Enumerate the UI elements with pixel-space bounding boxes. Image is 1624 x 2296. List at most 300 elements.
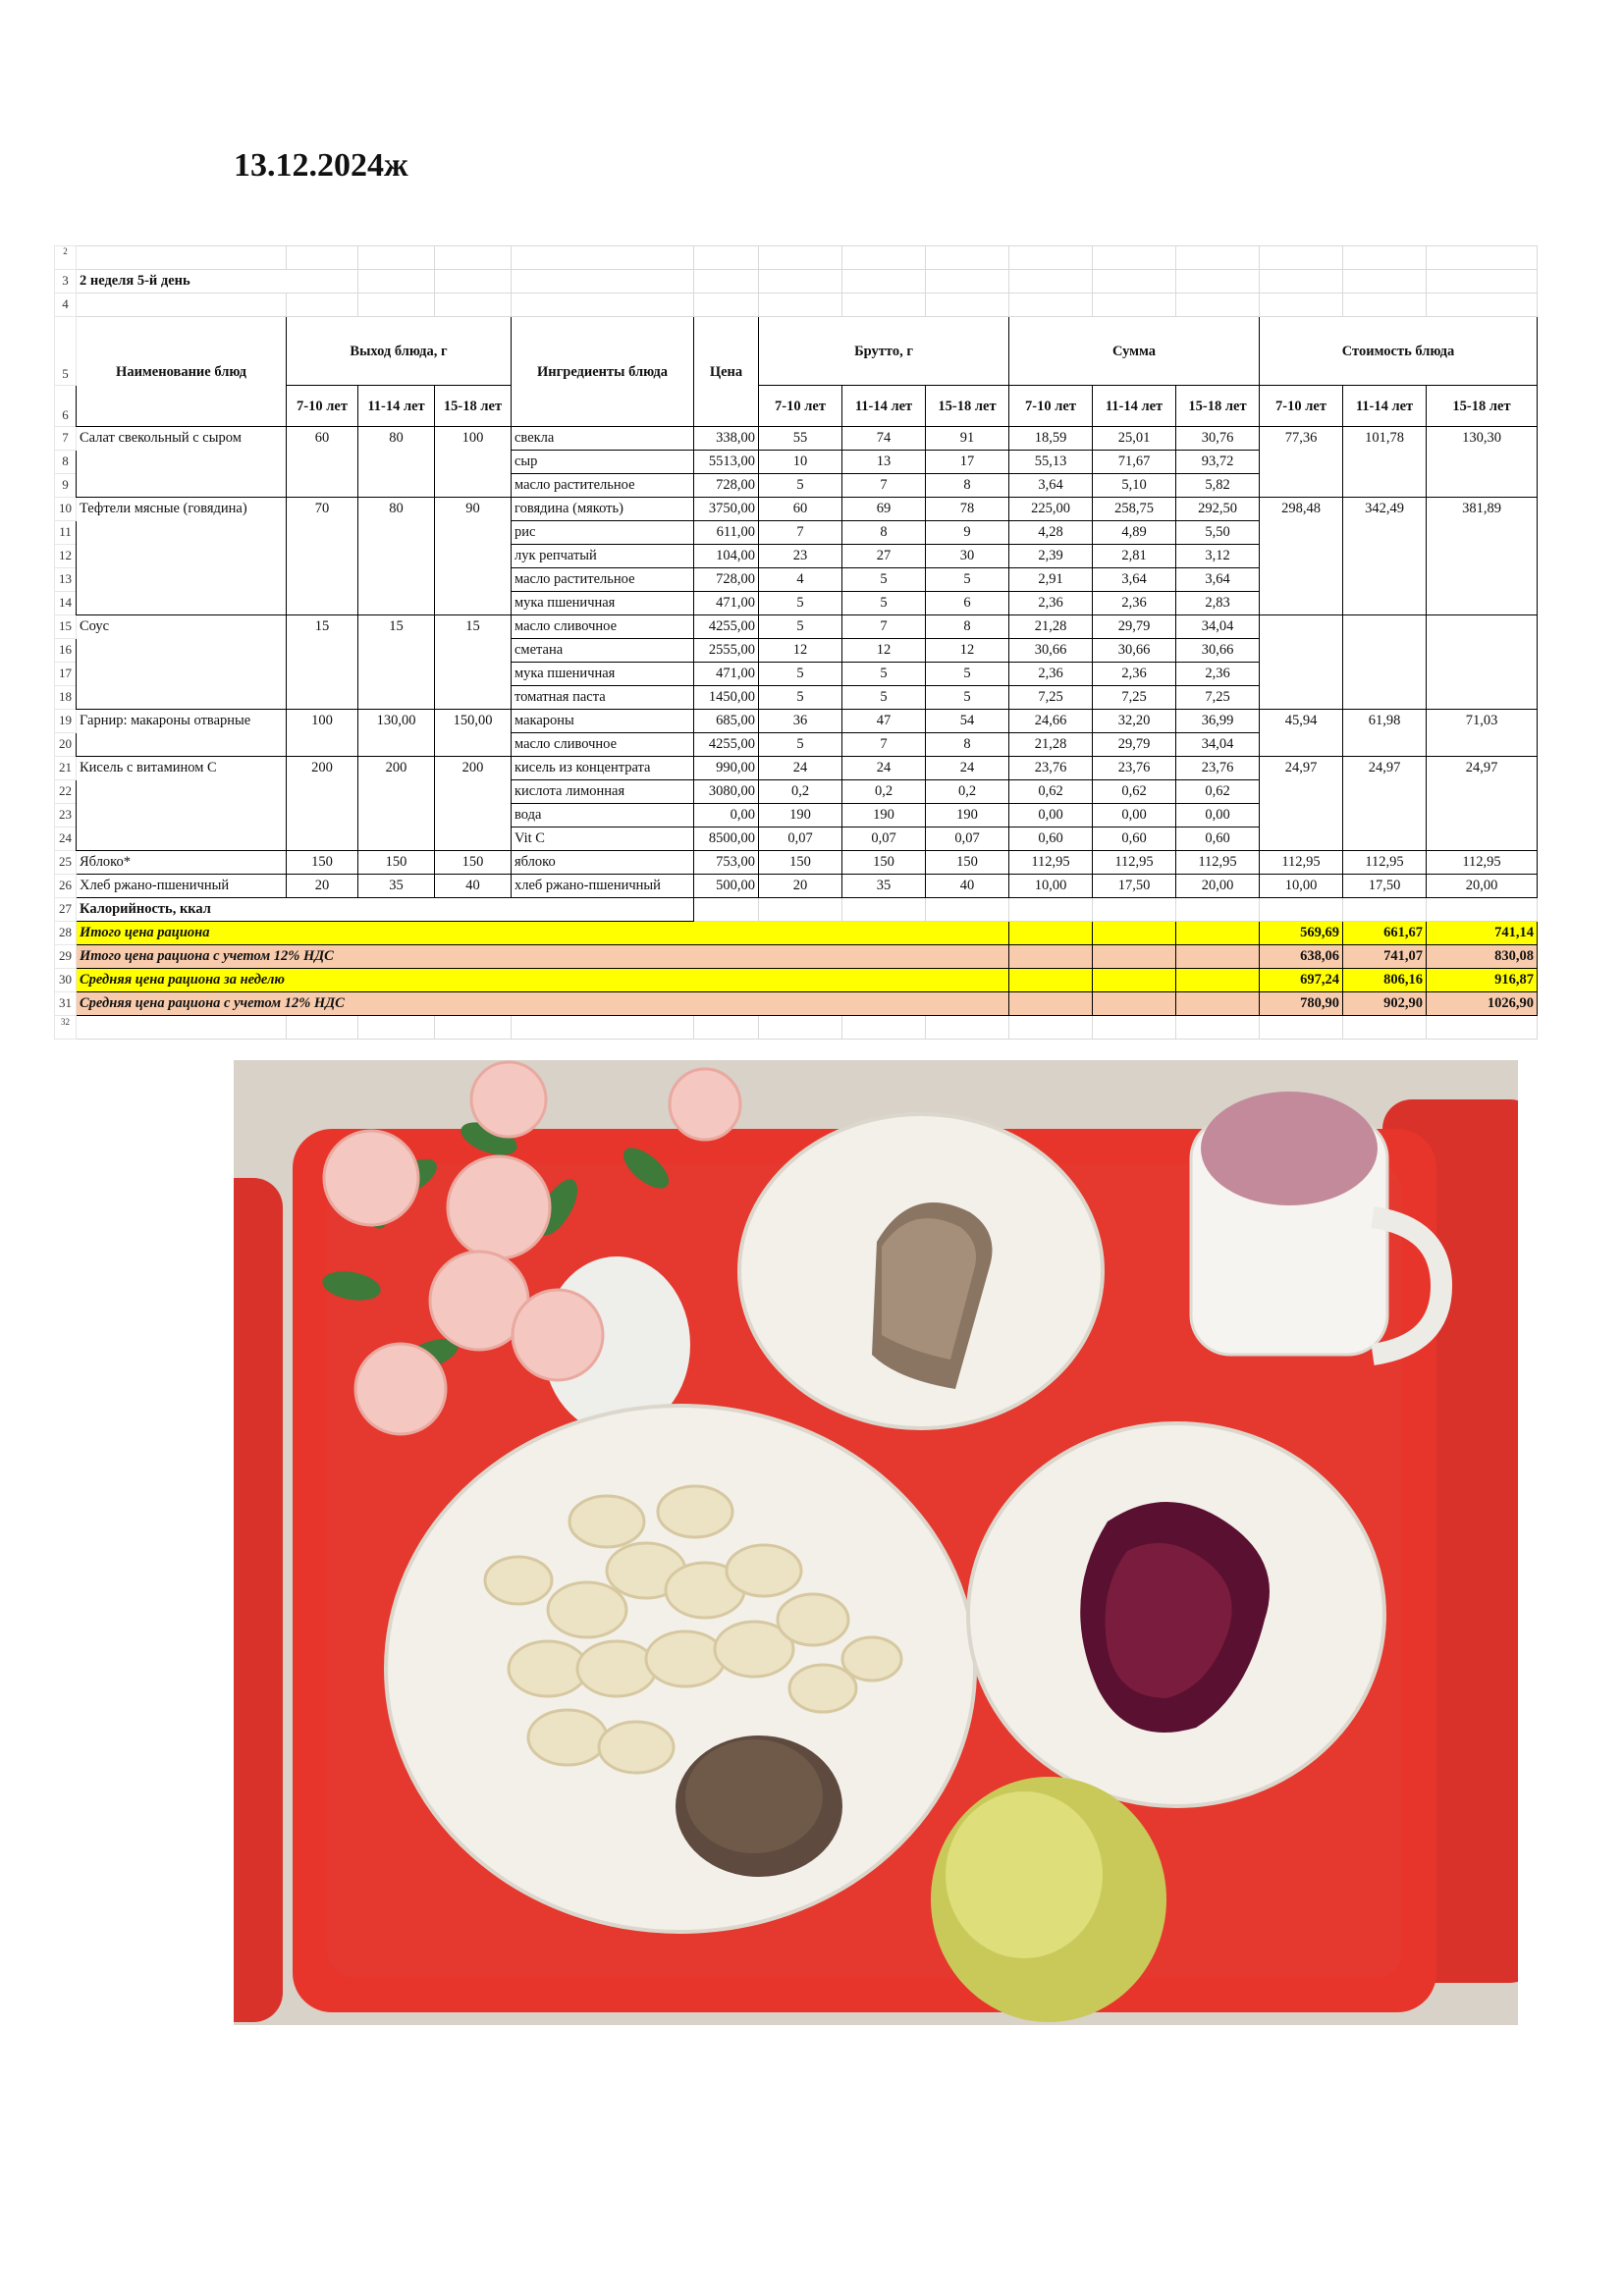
ingredient-price: 471,00 (694, 663, 759, 686)
dish-yield: 70 (287, 498, 358, 615)
empty-cell (287, 1016, 358, 1040)
sheet-row (55, 270, 1538, 294)
ingredient-name: мука пшеничная (512, 592, 694, 615)
row-number: 16 (55, 639, 77, 663)
empty-cell (1093, 945, 1176, 969)
ingredient-gross: 12 (759, 639, 842, 663)
dish-cost: 101,78 (1343, 427, 1427, 498)
ingredient-sum: 29,79 (1093, 733, 1176, 757)
ingredient-gross: 5 (926, 663, 1009, 686)
row-number: 28 (55, 922, 77, 945)
empty-cell (1176, 969, 1260, 992)
empty-cell (926, 898, 1009, 922)
total-value: 830,08 (1427, 945, 1538, 969)
ingredient-gross: 5 (759, 592, 842, 615)
empty-cell (77, 294, 287, 317)
total-value: 806,16 (1343, 969, 1427, 992)
dish-cost: 130,30 (1427, 427, 1538, 498)
empty-cell (1176, 922, 1260, 945)
empty-cell (1260, 246, 1343, 270)
row-number: 11 (55, 521, 77, 545)
dish-yield: 100 (287, 710, 358, 757)
dish-name: Яблоко* (77, 851, 287, 875)
empty-cell (1343, 898, 1427, 922)
empty-cell (1093, 898, 1176, 922)
ingredient-price: 728,00 (694, 568, 759, 592)
ingredient-sum: 71,67 (1093, 451, 1176, 474)
ingredient-gross: 5 (842, 568, 926, 592)
ingredient-gross: 36 (759, 710, 842, 733)
row-number: 18 (55, 686, 77, 710)
dish-cost: 112,95 (1427, 851, 1538, 875)
empty-cell (1093, 922, 1176, 945)
ingredient-sum: 17,50 (1093, 875, 1176, 898)
dish-name: Хлеб ржано-пшеничный (77, 875, 287, 898)
ingredient-gross: 5 (842, 686, 926, 710)
ingredient-sum: 112,95 (1009, 851, 1093, 875)
dish-yield: 80 (358, 498, 435, 615)
header-age-group: 7-10 лет (1260, 386, 1343, 427)
header-gross: Брутто, г (759, 317, 1009, 386)
dish-ingredient-row (55, 875, 1538, 898)
ingredient-sum: 18,59 (1009, 427, 1093, 451)
ingredient-gross: 5 (926, 568, 1009, 592)
empty-cell (512, 270, 694, 294)
ingredient-gross: 35 (842, 875, 926, 898)
empty-cell (1009, 246, 1093, 270)
ingredient-name: масло растительное (512, 474, 694, 498)
dish-cost (1427, 615, 1538, 710)
empty-cell (842, 270, 926, 294)
ingredient-gross: 7 (842, 615, 926, 639)
ingredient-sum: 25,01 (1093, 427, 1176, 451)
ingredient-price: 8500,00 (694, 828, 759, 851)
dish-cost: 10,00 (1260, 875, 1343, 898)
row-number: 22 (55, 780, 77, 804)
dish-yield: 40 (435, 875, 512, 898)
dish-cost (1343, 615, 1427, 710)
ingredient-price: 0,00 (694, 804, 759, 828)
empty-cell (1176, 992, 1260, 1016)
row-number: 3 (55, 270, 77, 294)
row-number: 7 (55, 427, 77, 451)
empty-cell (512, 1016, 694, 1040)
ingredient-sum: 36,99 (1176, 710, 1260, 733)
empty-cell (512, 294, 694, 317)
ingredient-sum: 0,60 (1093, 828, 1176, 851)
dish-yield: 80 (358, 427, 435, 498)
ingredient-gross: 30 (926, 545, 1009, 568)
ingredient-sum: 0,60 (1009, 828, 1093, 851)
empty-cell (1009, 992, 1093, 1016)
ingredient-price: 728,00 (694, 474, 759, 498)
empty-cell (759, 898, 842, 922)
header-age-group: 7-10 лет (287, 386, 358, 427)
empty-cell (77, 246, 287, 270)
ingredient-gross: 0,2 (842, 780, 926, 804)
row-number: 2 (55, 246, 77, 270)
dish-cost: 112,95 (1260, 851, 1343, 875)
lunch-tray-photo (234, 1060, 1518, 2025)
sheet-row (55, 1016, 1538, 1040)
total-value: 569,69 (1260, 922, 1343, 945)
header-yield: Выход блюда, г (287, 317, 512, 386)
empty-cell (1009, 945, 1093, 969)
empty-cell (1427, 898, 1538, 922)
ingredient-gross: 7 (842, 733, 926, 757)
empty-cell (1009, 270, 1093, 294)
ingredient-sum: 55,13 (1009, 451, 1093, 474)
header-age-group: 11-14 лет (1343, 386, 1427, 427)
row-number: 21 (55, 757, 77, 780)
empty-cell (77, 1016, 287, 1040)
ingredient-sum: 34,04 (1176, 615, 1260, 639)
empty-cell (842, 898, 926, 922)
dish-cost: 298,48 (1260, 498, 1343, 615)
ingredient-gross: 0,07 (842, 828, 926, 851)
ingredient-gross: 69 (842, 498, 926, 521)
lunch-tray-illustration (234, 1060, 1518, 2025)
empty-cell (1176, 294, 1260, 317)
dish-ingredient-row (55, 615, 1538, 639)
ingredient-sum: 7,25 (1093, 686, 1176, 710)
ingredient-price: 753,00 (694, 851, 759, 875)
total-row (55, 992, 1538, 1016)
empty-cell (1009, 922, 1093, 945)
total-value: 638,06 (1260, 945, 1343, 969)
row-number: 8 (55, 451, 77, 474)
dish-cost: 61,98 (1343, 710, 1427, 757)
row-number: 17 (55, 663, 77, 686)
dish-name: Гарнир: макароны отварные (77, 710, 287, 757)
row-number: 23 (55, 804, 77, 828)
header-dish-name: Наименование блюд (77, 317, 287, 427)
empty-cell (1176, 246, 1260, 270)
row-number: 30 (55, 969, 77, 992)
empty-cell (1009, 969, 1093, 992)
ingredient-sum: 32,20 (1093, 710, 1176, 733)
empty-cell (435, 270, 512, 294)
dish-cost: 24,97 (1343, 757, 1427, 851)
dish-name: Соус (77, 615, 287, 710)
ingredient-gross: 8 (926, 474, 1009, 498)
ingredient-name: вода (512, 804, 694, 828)
ingredient-name: мука пшеничная (512, 663, 694, 686)
ingredient-sum: 0,00 (1176, 804, 1260, 828)
empty-cell (1260, 1016, 1343, 1040)
dish-yield: 150,00 (435, 710, 512, 757)
ingredient-gross: 0,2 (759, 780, 842, 804)
empty-cell (926, 294, 1009, 317)
ingredient-sum: 5,82 (1176, 474, 1260, 498)
empty-cell (759, 1016, 842, 1040)
empty-cell (694, 898, 759, 922)
ingredient-gross: 10 (759, 451, 842, 474)
empty-cell (1093, 270, 1176, 294)
ingredient-sum: 5,50 (1176, 521, 1260, 545)
row-number: 4 (55, 294, 77, 317)
ingredient-sum: 30,66 (1009, 639, 1093, 663)
empty-cell (1343, 246, 1427, 270)
ingredient-gross: 20 (759, 875, 842, 898)
dish-cost: 342,49 (1343, 498, 1427, 615)
ingredient-name: хлеб ржано-пшеничный (512, 875, 694, 898)
ingredient-sum: 2,36 (1093, 592, 1176, 615)
ingredient-sum: 21,28 (1009, 615, 1093, 639)
empty-cell (759, 270, 842, 294)
ingredient-sum: 2,36 (1009, 663, 1093, 686)
row-number: 29 (55, 945, 77, 969)
ingredient-sum: 0,00 (1093, 804, 1176, 828)
header-price: Цена (694, 317, 759, 427)
ingredient-gross: 0,2 (926, 780, 1009, 804)
ingredient-name: свекла (512, 427, 694, 451)
ingredient-gross: 78 (926, 498, 1009, 521)
total-value: 1026,90 (1427, 992, 1538, 1016)
ingredient-sum: 3,64 (1093, 568, 1176, 592)
ingredient-gross: 60 (759, 498, 842, 521)
header-ingredients: Ингредиенты блюда (512, 317, 694, 427)
ingredient-gross: 7 (759, 521, 842, 545)
ingredient-gross: 190 (926, 804, 1009, 828)
row-number: 6 (55, 386, 77, 427)
dish-cost (1260, 615, 1343, 710)
row-number: 20 (55, 733, 77, 757)
empty-cell (759, 294, 842, 317)
ingredient-gross: 150 (759, 851, 842, 875)
ingredient-sum: 29,79 (1093, 615, 1176, 639)
ingredient-price: 2555,00 (694, 639, 759, 663)
header-sum: Сумма (1009, 317, 1260, 386)
ingredient-price: 500,00 (694, 875, 759, 898)
empty-cell (358, 294, 435, 317)
total-value: 916,87 (1427, 969, 1538, 992)
dish-yield: 90 (435, 498, 512, 615)
sheet-row (55, 294, 1538, 317)
total-label: Средняя цена рациона за неделю (77, 969, 1009, 992)
ingredient-name: кислота лимонная (512, 780, 694, 804)
header-age-group: 11-14 лет (358, 386, 435, 427)
ingredient-price: 3080,00 (694, 780, 759, 804)
ingredient-sum: 21,28 (1009, 733, 1093, 757)
ingredient-sum: 23,76 (1176, 757, 1260, 780)
ingredient-gross: 17 (926, 451, 1009, 474)
total-row (55, 945, 1538, 969)
empty-cell (1176, 270, 1260, 294)
header-age-group: 15-18 лет (1427, 386, 1538, 427)
empty-cell (1009, 1016, 1093, 1040)
dish-name: Тефтели мясные (говядина) (77, 498, 287, 615)
empty-cell (435, 1016, 512, 1040)
ingredient-gross: 13 (842, 451, 926, 474)
empty-cell (694, 1016, 759, 1040)
ingredient-sum: 7,25 (1009, 686, 1093, 710)
empty-cell (1176, 945, 1260, 969)
empty-cell (1260, 270, 1343, 294)
dish-cost: 112,95 (1343, 851, 1427, 875)
empty-cell (842, 1016, 926, 1040)
row-number: 24 (55, 828, 77, 851)
ingredient-price: 338,00 (694, 427, 759, 451)
ingredient-price: 4255,00 (694, 615, 759, 639)
empty-cell (926, 246, 1009, 270)
ingredient-gross: 55 (759, 427, 842, 451)
empty-cell (694, 246, 759, 270)
ingredient-gross: 7 (842, 474, 926, 498)
ingredient-sum: 2,36 (1009, 592, 1093, 615)
row-number: 31 (55, 992, 77, 1016)
dish-ingredient-row (55, 851, 1538, 875)
dish-yield: 20 (287, 875, 358, 898)
ingredient-gross: 24 (842, 757, 926, 780)
dish-cost: 24,97 (1427, 757, 1538, 851)
dish-yield: 15 (435, 615, 512, 710)
empty-cell (1093, 969, 1176, 992)
ingredient-name: лук репчатый (512, 545, 694, 568)
dish-yield: 150 (287, 851, 358, 875)
header-cost: Стоимость блюда (1260, 317, 1538, 386)
ingredient-sum: 3,64 (1009, 474, 1093, 498)
ingredient-gross: 5 (926, 686, 1009, 710)
empty-cell (1260, 294, 1343, 317)
ingredient-gross: 12 (842, 639, 926, 663)
empty-cell (694, 294, 759, 317)
ingredient-gross: 9 (926, 521, 1009, 545)
dish-cost: 20,00 (1427, 875, 1538, 898)
ingredient-sum: 30,66 (1093, 639, 1176, 663)
ingredient-price: 1450,00 (694, 686, 759, 710)
empty-cell (1343, 1016, 1427, 1040)
empty-cell (1093, 992, 1176, 1016)
ingredient-price: 5513,00 (694, 451, 759, 474)
ingredient-sum: 5,10 (1093, 474, 1176, 498)
total-value: 661,67 (1343, 922, 1427, 945)
ingredient-sum: 2,36 (1093, 663, 1176, 686)
menu-table (54, 245, 1538, 1040)
row-number: 5 (55, 317, 77, 386)
ingredient-name: яблоко (512, 851, 694, 875)
ingredient-sum: 0,00 (1009, 804, 1093, 828)
ingredient-gross: 8 (926, 733, 1009, 757)
ingredient-name: сметана (512, 639, 694, 663)
row-number: 9 (55, 474, 77, 498)
empty-cell (926, 270, 1009, 294)
dish-name: Кисель с витамином С (77, 757, 287, 851)
dish-yield: 15 (358, 615, 435, 710)
total-value: 741,14 (1427, 922, 1538, 945)
ingredient-price: 685,00 (694, 710, 759, 733)
empty-cell (1093, 246, 1176, 270)
ingredient-name: рис (512, 521, 694, 545)
dish-yield: 35 (358, 875, 435, 898)
empty-cell (842, 246, 926, 270)
ingredient-sum: 30,66 (1176, 639, 1260, 663)
empty-cell (1093, 294, 1176, 317)
ingredient-gross: 150 (842, 851, 926, 875)
row-number: 25 (55, 851, 77, 875)
empty-cell (358, 246, 435, 270)
ingredient-gross: 6 (926, 592, 1009, 615)
ingredient-name: масло сливочное (512, 733, 694, 757)
row-number: 27 (55, 898, 77, 922)
row-number: 19 (55, 710, 77, 733)
row-number: 10 (55, 498, 77, 521)
ingredient-gross: 91 (926, 427, 1009, 451)
empty-cell (287, 294, 358, 317)
ingredient-gross: 190 (842, 804, 926, 828)
empty-cell (926, 1016, 1009, 1040)
row-number: 13 (55, 568, 77, 592)
dish-yield: 100 (435, 427, 512, 498)
ingredient-gross: 12 (926, 639, 1009, 663)
ingredient-gross: 54 (926, 710, 1009, 733)
ingredient-sum: 292,50 (1176, 498, 1260, 521)
ingredient-sum: 20,00 (1176, 875, 1260, 898)
ingredient-gross: 5 (842, 592, 926, 615)
header-age-group: 11-14 лет (1093, 386, 1176, 427)
total-row (55, 969, 1538, 992)
dish-ingredient-row (55, 757, 1538, 780)
empty-cell (1009, 898, 1093, 922)
empty-cell (1260, 898, 1343, 922)
header-age-group: 7-10 лет (759, 386, 842, 427)
ingredient-gross: 5 (759, 733, 842, 757)
total-label: Итого цена рациона с учетом 12% НДС (77, 945, 1009, 969)
dish-yield: 200 (287, 757, 358, 851)
row-number: 12 (55, 545, 77, 568)
ingredient-name: кисель из концентрата (512, 757, 694, 780)
ingredient-sum: 2,39 (1009, 545, 1093, 568)
ingredient-name: масло сливочное (512, 615, 694, 639)
empty-cell (842, 294, 926, 317)
ingredient-price: 4255,00 (694, 733, 759, 757)
empty-cell (358, 1016, 435, 1040)
dish-name: Салат свекольный с сыром (77, 427, 287, 498)
ingredient-name: Vit C (512, 828, 694, 851)
ingredient-gross: 5 (759, 474, 842, 498)
ingredient-sum: 34,04 (1176, 733, 1260, 757)
ingredient-sum: 258,75 (1093, 498, 1176, 521)
ingredient-sum: 112,95 (1093, 851, 1176, 875)
sheet-row (55, 246, 1538, 270)
empty-cell (358, 270, 435, 294)
empty-cell (512, 246, 694, 270)
ingredient-gross: 74 (842, 427, 926, 451)
ingredient-sum: 23,76 (1009, 757, 1093, 780)
calories-label: Калорийность, ккал (77, 898, 694, 922)
empty-cell (1176, 898, 1260, 922)
total-value: 780,90 (1260, 992, 1343, 1016)
ingredient-gross: 8 (926, 615, 1009, 639)
ingredient-price: 990,00 (694, 757, 759, 780)
empty-cell (1427, 1016, 1538, 1040)
dish-ingredient-row (55, 710, 1538, 733)
ingredient-sum: 0,60 (1176, 828, 1260, 851)
ingredient-name: томатная паста (512, 686, 694, 710)
ingredient-price: 3750,00 (694, 498, 759, 521)
ingredient-gross: 5 (759, 615, 842, 639)
ingredient-gross: 5 (759, 686, 842, 710)
ingredient-price: 104,00 (694, 545, 759, 568)
empty-cell (435, 246, 512, 270)
ingredient-sum: 0,62 (1009, 780, 1093, 804)
dish-ingredient-row (55, 427, 1538, 451)
empty-cell (1093, 1016, 1176, 1040)
page-date: 13.12.2024ж (234, 147, 408, 184)
header-age-group: 15-18 лет (926, 386, 1009, 427)
ingredient-sum: 23,76 (1093, 757, 1176, 780)
ingredient-sum: 7,25 (1176, 686, 1260, 710)
